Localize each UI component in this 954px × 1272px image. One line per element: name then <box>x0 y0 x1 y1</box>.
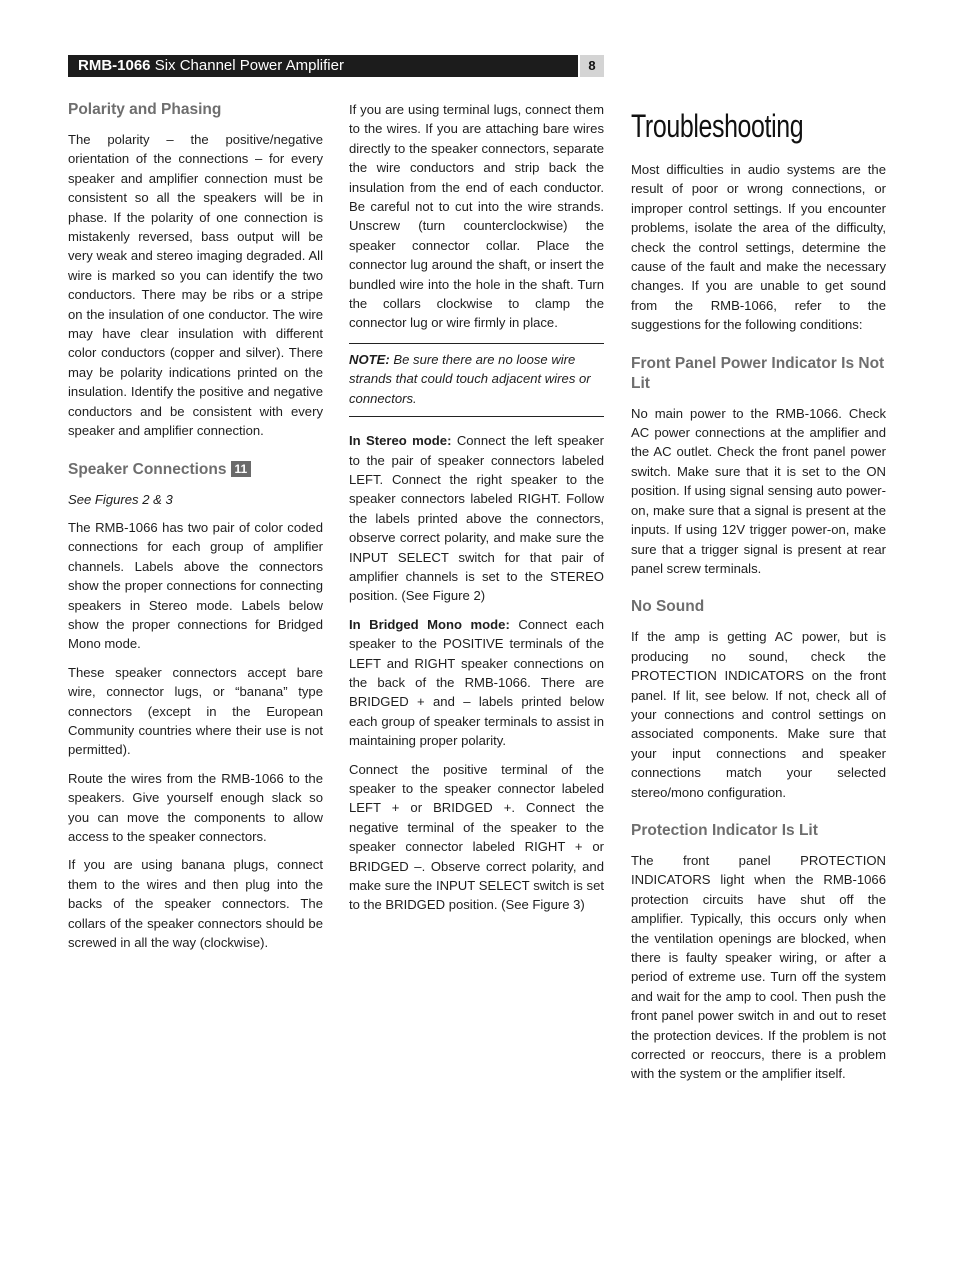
no-sound-heading: No Sound <box>631 598 705 616</box>
column-left <box>68 100 323 961</box>
see-figures-note: See Figures 2 & 3 <box>68 491 173 507</box>
bridged-mode-label: In Bridged Mono mode: <box>349 616 510 632</box>
speaker-paragraph-1: The RMB-1066 has two pair of color coded connections for each group of amplifier channels. Labels above the connectors show the proper connections for connecting speakers in Stereo mode. Labels below show the proper connections for Bridged Mono mode. <box>68 519 323 652</box>
speaker-paragraph-4: If you are using banana plugs, connect them to the wires and then plug into the backs of the speaker connectors. The collars of the speaker connectors should be screwed in all the way (clockwise). <box>68 857 323 951</box>
troubleshooting-intro: Most difficulties in audio systems are the result of poor or wrong connections, or improper control settings. If you encounter problems, isolate the area of the difficulty, check the control settings, determine the cause of the fault and make the necessary changes. If you are unable to get sound from the RMB-1066, refer to the suggestions for the following conditions: <box>631 162 886 333</box>
polarity-heading: Polarity and Phasing <box>68 101 222 118</box>
note-label: NOTE: <box>349 351 390 367</box>
bridged-mode-paragraph <box>349 615 604 751</box>
column-right <box>631 100 886 1093</box>
power-indicator-paragraph: No main power to the RMB-1066. Check AC power connections at the amplifier and the AC outlet. Check the front panel power switch. Make sure that it is set to the ON position. If using signal sensing auto power-on, make sure that a signal is present at the inputs. If using 12V trigger power-on, make sure that a trigger signal is present at rear panel screw terminals. <box>631 405 886 576</box>
speaker-paragraph-2: These speaker connectors accept bare wire, connector lugs, or “banana” type connectors (except in the European Community countries where their use is not permitted). <box>68 664 323 758</box>
protection-heading: Protection Indicator Is Lit <box>631 821 818 839</box>
page-number: 8 <box>580 55 604 77</box>
column-middle <box>349 100 604 924</box>
header-model: RMB-1066 <box>78 57 151 74</box>
bridged-paragraph-2: Connect the positive terminal of the speaker to the speaker connector labeled LEFT + or BRIDGED +. Connect the negative terminal of the speaker to the speaker connector labeled RIGHT + or BRIDGED –. Observe correct polarity, and make sure the INPUT SELECT switch is set to the BRIDGED position. (See Figure 3) <box>349 761 604 913</box>
speaker-paragraph-3: Route the wires from the RMB-1066 to the speakers. Give yourself enough slack so you can move the components to allow access to the speaker connectors. <box>68 770 323 844</box>
stereo-mode-label: In Stereo mode: <box>349 433 452 449</box>
power-indicator-heading: Front Panel Power Indicator Is Not Lit <box>631 354 885 392</box>
header-subtitle: Six Channel Power Amplifier <box>150 57 344 74</box>
stereo-mode-text: Connect the left speaker to the pair of speaker connectors labeled LEFT. Connect the right speaker to the speaker connectors labeled RIGHT. Follow the labels printed above the connectors, observe correct polarity, and make sure the INPUT SELECT switch for that pair of amplifier channels is set to the STEREO position. (See Figure 2) <box>349 433 604 604</box>
note-box <box>349 343 604 417</box>
bridged-mode-text: Connect each speaker to the POSITIVE terminals of the LEFT and RIGHT speaker connections on the back of the RMB-1066. There are BRIDGED + and – labels printed below each group of speaker terminals to assist in maintaining proper polarity. <box>349 616 604 749</box>
protection-paragraph: The front panel PROTECTION INDICATORS light when the RMB-1066 protection circuits have shut off the amplifier. Typically, this occurs only when the ventilation openings are blocked, when there is faulty speaker wiring, or after a period of extreme use. Turn off the system and wait for the amp to cool. Then push the front panel power switch in and out to reset the protection devices. If the problem is not corrected or reoccurs, there is a problem with the system or the amplifier itself. <box>631 852 886 1082</box>
troubleshooting-title: Troubleshooting <box>631 108 804 144</box>
stereo-mode-paragraph <box>349 431 604 606</box>
no-sound-paragraph: If the amp is getting AC power, but is producing no sound, check the PROTECTION INDICATORS on the front panel. If lit, see below. If not, check all of your connections and control settings on associated components. Make sure that your input connections and speaker connections match your selected stereo/mono configuration. <box>631 629 886 800</box>
terminal-lugs-paragraph: If you are using terminal lugs, connect them to the wires. If you are attaching bare wires directly to the speaker connectors, separate the wire conductors and strip back the insulation from the end of each conductor. Be careful not to cut into the wire strands. Unscrew (turn counterclockwise) the speaker connector collar. Place the connector lug around the shaft, or insert the bundled wire into the hole in the shaft. Turn the collars clockwise to clamp the connector lug or wire firmly in place. <box>349 102 604 331</box>
figure-badge: 11 <box>231 461 252 477</box>
polarity-paragraph: The polarity – the positive/negative orientation of the connections – for every speaker and amplifier connection must be consistent so all the speakers will be in phase. If the polarity of one connection is mistakenly reversed, bass output will be very weak and stereo imaging degraded. All wire is marked so you can identify the two conductors. There may be ribs or a stripe on the insulation of one conductor. The wire may have clear insulation with different color conductors (copper and silver). There may be polarity indications printed on the insulation. Identify the positive and negative conductors and be consistent with every speaker and amplifier connection. <box>68 132 323 439</box>
note-text: Be sure there are no loose wire strands that could touch adjacent wires or connectors. <box>349 351 591 406</box>
running-header <box>68 55 578 77</box>
speaker-connections-heading <box>68 460 323 480</box>
speaker-heading-text: Speaker Connections <box>68 460 227 478</box>
